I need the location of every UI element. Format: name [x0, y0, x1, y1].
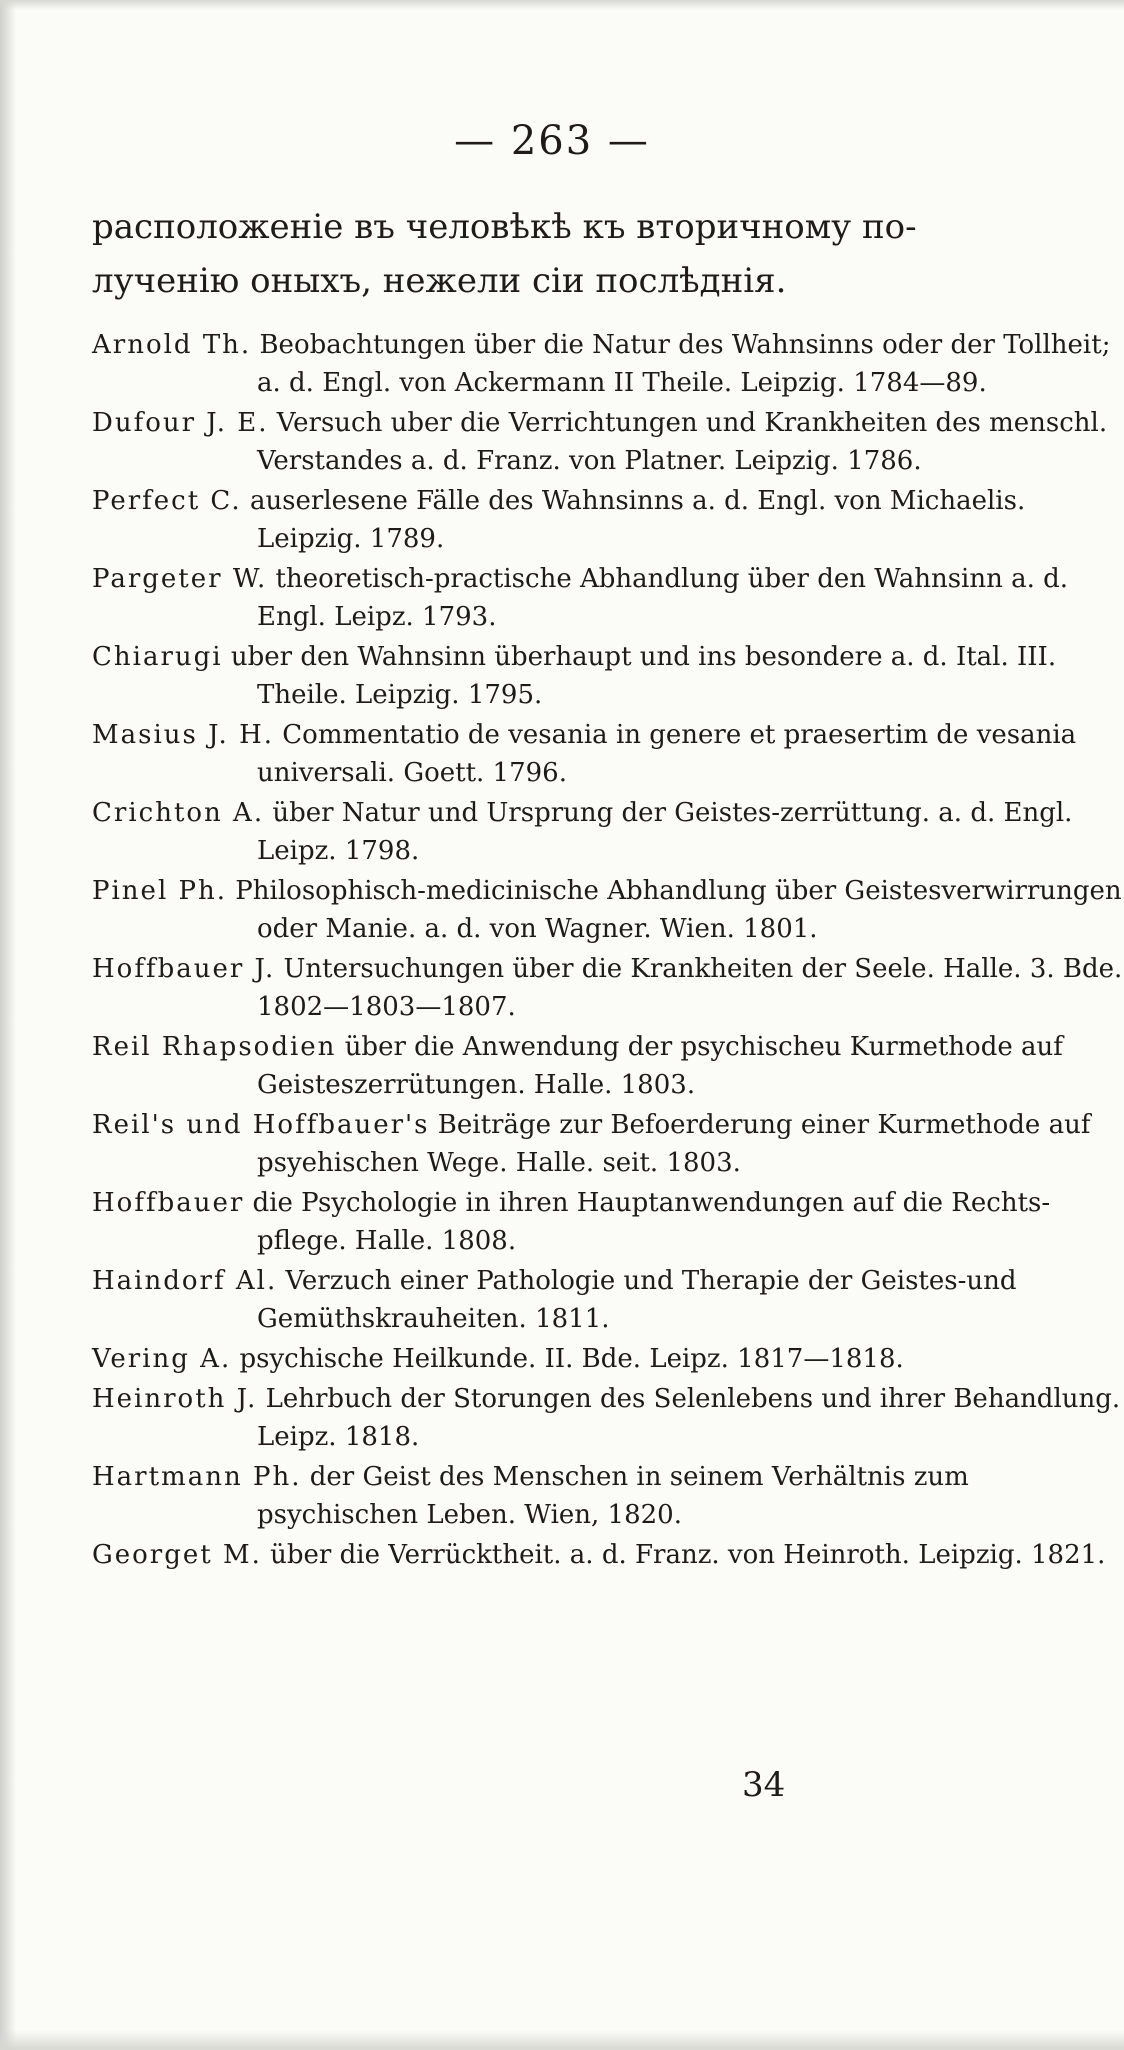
entry-text: Verzuch einer Pathologie und Therapie der Geistes-und Gemüthskrauheiten. 1811.: [257, 1266, 1017, 1334]
entry-text: theoretisch-practische Abhandlung über den Wahnsinn a. d. Engl. Leipz. 1793.: [257, 564, 1069, 632]
entry-text: Beobachtungen über die Natur des Wahnsinns oder der Tollheit; a. d. Engl. von Ackermann II Theile. Leipzig. 1784—89.: [257, 330, 1111, 398]
intro-line: расположенiе въ человѣкѣ къ вторичному по-: [92, 207, 917, 247]
entry-author: Crichton A.: [92, 798, 265, 828]
page-edge-shadow-top: [0, 0, 1124, 10]
bibliography-entry: [92, 950, 1124, 1026]
entry-author: Georget M.: [92, 1540, 262, 1570]
entry-author: Chiarugi: [92, 642, 223, 672]
bibliography-entry: [92, 482, 1124, 558]
entry-text: über die Anwendung der psychischeu Kurmethode auf Geisteszerrütungen. Halle. 1803.: [257, 1032, 1063, 1100]
entry-author: Arnold Th.: [92, 330, 252, 360]
entry-author: Dufour J. E.: [92, 408, 269, 438]
page-edge-shadow-left: [0, 0, 16, 2050]
entry-author: Masius J. H.: [92, 720, 275, 750]
entry-text: über die Verrücktheit. a. d. Franz. von Heinroth. Leipzig. 1821.: [270, 1540, 1106, 1570]
entry-author: Hoffbauer: [92, 1188, 245, 1218]
entry-text: Untersuchungen über die Krankheiten der Seele. Halle. 3. Bde. 1802—1803—1807.: [257, 954, 1123, 1022]
entry-text: Philosophisch-medicinische Abhandlung über Geistesverwirrungen oder Manie. a. d. von Wagner. Wien. 1801.: [235, 876, 1122, 944]
entry-text: Beiträge zur Befoerderung einer Kurmethode auf psyehischen Wege. Halle. seit. 1803.: [257, 1110, 1091, 1178]
bibliography-entry: [92, 1028, 1124, 1104]
bibliography-entry: [92, 794, 1124, 870]
bibliography-entry: [92, 638, 1124, 714]
bibliography-entry: [92, 1340, 1124, 1378]
entry-author: Reil Rhapsodien: [92, 1032, 337, 1062]
entry-author: Pargeter W.: [92, 564, 268, 594]
bibliography-entry: [92, 326, 1124, 402]
bibliography-entry: [92, 1262, 1124, 1338]
signature-mark: 34: [742, 1765, 786, 1805]
entry-text: die Psychologie in ihren Hauptanwendungen auf die Rechts-pflege. Halle. 1808.: [252, 1188, 1051, 1256]
page-edge-shadow-bottom: [0, 2030, 1124, 2050]
entry-text: Lehrbuch der Storungen des Selenlebens und ihrer Behandlung. Leipz. 1818.: [257, 1384, 1121, 1452]
entry-author: Reil's und Hoffbauer's: [92, 1110, 430, 1140]
bibliography-entry: [92, 1536, 1124, 1574]
entry-author: Perfect C.: [92, 486, 242, 516]
entry-author: Hartmann Ph.: [92, 1462, 302, 1492]
bibliography-entry: [92, 1380, 1124, 1456]
entry-author: Vering A.: [92, 1344, 232, 1374]
entry-author: Hoffbauer J.: [92, 954, 276, 984]
page-content: [92, 118, 1123, 1576]
page-number: — 263 —: [454, 118, 650, 164]
bibliography-entry: [92, 404, 1124, 480]
bibliography-entry: [92, 716, 1124, 792]
entry-text: der Geist des Menschen in seinem Verhältnis zum psychischen Leben. Wien, 1820.: [257, 1462, 969, 1530]
entry-author: Heinroth J.: [92, 1384, 258, 1414]
entry-text: Commentatio de vesania in genere et praesertim de vesania universali. Goett. 1796.: [257, 720, 1077, 788]
bibliography-entry: [92, 1458, 1124, 1534]
entry-author: Pinel Ph.: [92, 876, 228, 906]
entry-text: auserlesene Fälle des Wahnsinns a. d. Engl. von Michaelis. Leipzig. 1789.: [249, 486, 1026, 554]
entry-text: psychische Heilkunde. II. Bde. Leipz. 1817—1818.: [239, 1344, 904, 1374]
intro-line: лученiю оныхъ, нежели сiи послѣднiя.: [92, 261, 787, 301]
entry-text: über Natur und Ursprung der Geistes-zerrüttung. a. d. Engl. Leipz. 1798.: [257, 798, 1073, 866]
entry-text: Versuch uber die Verrichtungen und Krankheiten des menschl. Verstandes a. d. Franz. von Platner. Leipzig. 1786.: [257, 408, 1108, 476]
entry-text: uber den Wahnsinn überhaupt und ins besondere a. d. Ital. III. Theile. Leipzig. 1795.: [230, 642, 1057, 710]
bibliography-entry: [92, 1184, 1124, 1260]
bibliography-entry: [92, 872, 1124, 948]
bibliography-list: [92, 326, 1123, 1574]
entry-author: Haindorf Al.: [92, 1266, 278, 1296]
intro-paragraph: [92, 200, 972, 308]
bibliography-entry: [92, 1106, 1124, 1182]
bibliography-entry: [92, 560, 1124, 636]
